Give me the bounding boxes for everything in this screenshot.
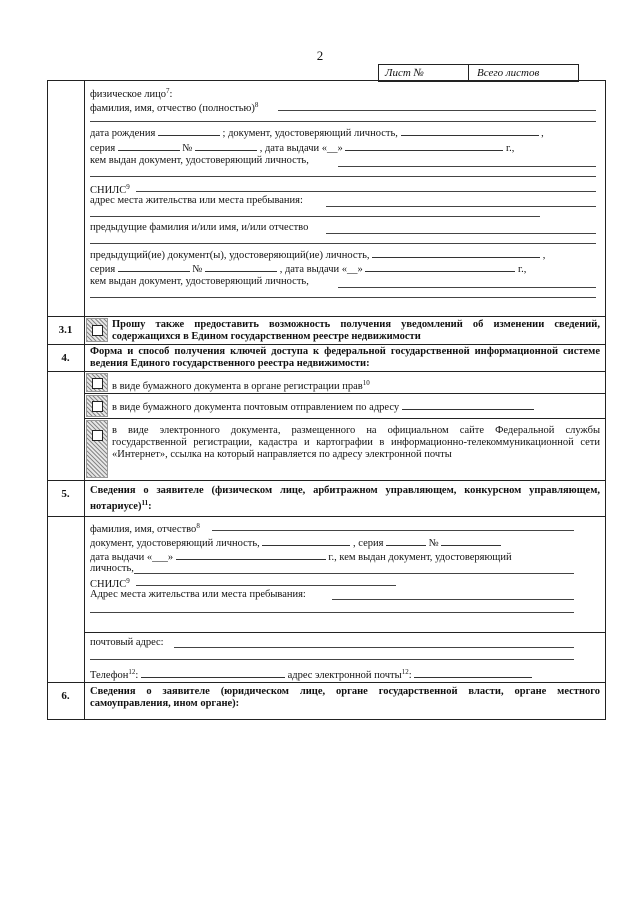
s5-snils-field[interactable] — [136, 585, 396, 586]
prev-fio-field-line2[interactable] — [90, 243, 596, 244]
prev-issued-field[interactable] — [338, 287, 596, 288]
dob-row: дата рождения ; документ, удостоверяющий личность, , — [90, 128, 544, 139]
section-5-title-text: Сведения о заявителе (физическом лице, арбитражном управляющем, конкурсном управляющем, нотариусе) — [90, 485, 600, 512]
s5-series-field[interactable] — [386, 536, 426, 546]
opt1-label: в виде бумажного документа в органе регистрации прав — [112, 381, 363, 392]
address-row — [90, 195, 303, 207]
section-number: 6. — [61, 690, 70, 702]
page-number: 2 — [316, 48, 324, 63]
prev-number-field[interactable] — [205, 262, 277, 272]
phys-title-text: физическое лицо — [90, 89, 167, 100]
key-electronic-checkbox[interactable] — [92, 430, 103, 441]
s5-doc-label: документ, удостоверяющий личность, — [90, 538, 260, 549]
row-divider — [47, 316, 606, 317]
footnote-ref: 8 — [254, 101, 259, 109]
series-field[interactable] — [118, 141, 180, 151]
s5-postal-label: почтовый адрес: — [90, 637, 164, 648]
s5-lichnost-label: личность, — [90, 563, 134, 574]
prev-issue-field[interactable] — [365, 262, 515, 272]
s5-email-field[interactable] — [414, 668, 532, 678]
s5-fio-row — [90, 520, 200, 536]
footnote-ref: 9 — [126, 183, 130, 191]
opt3-label: в виде электронного документа, размещенного на официальном сайте Федеральной службы государственной регистрации, кадастра и картографии в информационно-телекоммуникационной сети «Интернет», ссылка на который направляется по адресу электронной почты — [112, 425, 600, 460]
mail-address-field[interactable] — [402, 400, 534, 410]
prev-year-suffix: г., — [518, 264, 527, 275]
row-divider — [84, 632, 606, 633]
s5-address-field-line2[interactable] — [90, 612, 574, 613]
total-sheets-label: Всего листов — [477, 67, 540, 79]
section-3-1-text: Прошу также предоставить возможность получения уведомлений об изменении сведений, содержащихся в Едином государственном реестре недвижимости — [112, 319, 600, 342]
prev-doc-field[interactable] — [372, 248, 540, 258]
s5-contact-row: Телефон$^{12}$: адрес электронной почты$^{12}$: — [90, 666, 532, 682]
phys-fio-label — [90, 99, 258, 115]
footnote-ref: 11 — [141, 499, 149, 507]
s5-doc-row — [90, 536, 501, 550]
key-paper-mail-checkbox[interactable] — [92, 401, 103, 412]
s5-postal-row — [90, 637, 164, 649]
issued-by-field-line2[interactable] — [90, 176, 596, 177]
s5-lichnost-row — [90, 563, 134, 575]
fio-field[interactable] — [278, 110, 596, 111]
s5-series-label: , серия — [353, 538, 384, 549]
s5-fio-field[interactable] — [212, 530, 574, 531]
prev-series-row — [90, 262, 526, 276]
address-field[interactable] — [326, 206, 596, 207]
key-paper-office-checkbox[interactable] — [92, 378, 103, 389]
series-row — [90, 141, 514, 155]
snils-label: СНИЛС — [90, 185, 127, 196]
issued-by-label: кем выдан документ, удостоверяющий личность, — [90, 155, 309, 166]
footnote-ref: 10 — [362, 379, 370, 387]
footnote-ref: 7 — [166, 87, 170, 95]
footnote-ref: 12 — [128, 668, 136, 676]
number-column-divider — [84, 80, 85, 720]
s5-snils-label: СНИЛС — [90, 579, 127, 590]
footnote-ref: 9 — [126, 577, 130, 585]
dob-label: дата рождения — [90, 128, 156, 139]
opt2-row — [112, 400, 534, 414]
number-field[interactable] — [195, 141, 257, 151]
row-divider — [47, 371, 606, 372]
row-divider — [47, 516, 606, 517]
row-divider — [47, 344, 606, 345]
issue-date-field[interactable] — [345, 141, 503, 151]
hatched-cell — [86, 420, 108, 478]
section-number: 4. — [61, 352, 70, 364]
issued-by-row — [90, 155, 309, 167]
year-suffix: г., — [506, 143, 515, 154]
row-divider — [84, 393, 606, 394]
issue-date-label: , дата выдачи «__» — [259, 143, 343, 154]
prev-issued-field-line2[interactable] — [90, 297, 596, 298]
section-number: 5. — [61, 488, 70, 500]
phys-title: физическое лицо$^7$: — [90, 87, 173, 100]
prev-issued-label: кем выдан документ, удостоверяющий личность, — [90, 276, 309, 287]
s5-fio-label: фамилия, имя, отчество — [90, 524, 197, 535]
sheet-number-label: Лист № — [379, 65, 469, 81]
section-5-title: Сведения о заявителе (физическом лице, арбитражном управляющем, конкурсном управляющем, нотариусе)$^{11}$: — [90, 485, 600, 512]
section-6-title: Сведения о заявителе (юридическом лице, органе государственной власти, органе местного самоуправления, ином органе): — [90, 686, 600, 709]
s5-number-label: № — [428, 538, 439, 549]
prev-series-label: серия — [90, 264, 116, 275]
section-4-title: Форма и способ получения ключей доступа к федеральной государственной информационной системе ведения Единого государственного реестра недвижимости: — [90, 346, 600, 369]
prev-series-field[interactable] — [118, 262, 190, 272]
s5-phone-field[interactable] — [141, 668, 285, 678]
prev-fio-field[interactable] — [326, 233, 596, 234]
s5-postal-field-line2[interactable] — [90, 659, 574, 660]
opt2-label: в виде бумажного документа почтовым отправлением по адресу — [112, 402, 400, 413]
prev-issued-row — [90, 276, 309, 288]
s5-phone-label: Телефон — [90, 670, 129, 681]
prev-issue-label: , дата выдачи «__» — [279, 264, 363, 275]
fio-field-line2[interactable] — [90, 121, 596, 122]
row-divider — [84, 418, 606, 419]
snils-field[interactable] — [136, 191, 596, 192]
s5-issue-label: дата выдачи «___» — [90, 552, 174, 563]
s5-address-row — [90, 589, 306, 601]
dob-field[interactable] — [158, 126, 220, 136]
s5-postal-field[interactable] — [174, 647, 574, 648]
prev-doc-label: предыдущий(ие) документ(ы), удостоверяющий(ие) личность, — [90, 250, 370, 261]
prev-number-label: № — [192, 264, 203, 275]
footnote-ref: 8 — [196, 522, 200, 530]
series-label: серия — [90, 143, 116, 154]
issued-by-field[interactable] — [338, 166, 596, 167]
doc-field[interactable] — [401, 126, 539, 136]
s5-doc-field[interactable] — [262, 536, 350, 546]
s5-issue-row — [90, 550, 512, 564]
address-label: адрес места жительства или места пребывания: — [90, 195, 303, 206]
row-divider — [47, 682, 606, 683]
doc-label: ; документ, удостоверяющий личность, — [222, 128, 398, 139]
s5-email-label: адрес электронной почты — [287, 670, 402, 681]
s5-issue-field[interactable] — [176, 550, 326, 560]
section-number: 3.1 — [58, 324, 73, 336]
prev-fio-label: предыдущие фамилия и/или имя, и/или отчество — [90, 222, 309, 233]
prev-fio-row — [90, 222, 308, 234]
number-label: № — [182, 143, 193, 154]
footnote-ref: 12 — [401, 668, 409, 676]
s5-issued-by-label: г., кем выдан документ, удостоверяющий — [328, 552, 512, 563]
notify-checkbox[interactable] — [92, 325, 103, 336]
s5-address-field[interactable] — [332, 599, 574, 600]
prev-doc-row: предыдущий(ие) документ(ы), удостоверяющий(ие) личность, , — [90, 250, 546, 261]
row-divider — [47, 480, 606, 481]
s5-issued-field[interactable] — [134, 573, 574, 574]
phys-fio-text: фамилия, имя, отчество (полностью) — [90, 103, 255, 114]
address-field-line2[interactable] — [90, 216, 540, 217]
s5-address-label: Адрес места жительства или места пребывания: — [90, 589, 306, 600]
opt1-row — [112, 377, 370, 393]
s5-number-field[interactable] — [441, 536, 501, 546]
